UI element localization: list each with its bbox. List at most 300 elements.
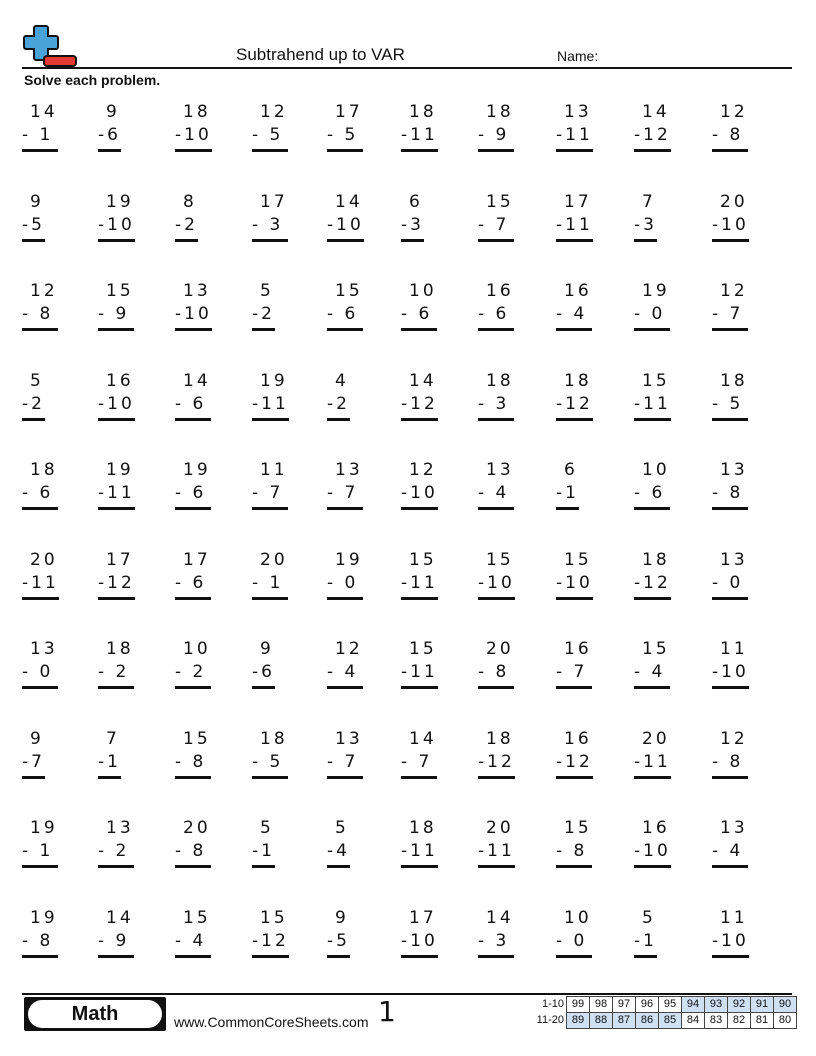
subtrahend: - 4 xyxy=(712,841,744,861)
score-cell: 91 xyxy=(751,997,774,1013)
page-number: 1 xyxy=(378,995,396,1028)
answer-line xyxy=(175,507,211,510)
answer-line xyxy=(712,597,748,600)
answer-line xyxy=(478,149,514,152)
answer-line xyxy=(634,597,671,600)
subtrahend: - 8 xyxy=(712,751,744,772)
subtrahend: - 2 xyxy=(175,662,207,682)
minuend: 19 xyxy=(30,907,58,928)
subtrahend: - 4 xyxy=(478,483,510,503)
subtrahend: -11 xyxy=(634,751,671,772)
subtrahend: - 8 xyxy=(556,841,588,861)
subtrahend: - 6 xyxy=(22,483,54,503)
subtrahend: - 7 xyxy=(252,483,284,503)
subtrahend: -10 xyxy=(712,662,749,682)
subtraction-problem xyxy=(98,370,135,421)
answer-line xyxy=(98,955,134,958)
subtraction-problem xyxy=(401,459,438,510)
minuend: 18 xyxy=(720,370,748,391)
worksheet-title: Subtrahend up to VAR xyxy=(236,45,405,64)
subtrahend: - 6 xyxy=(401,304,433,324)
subtrahend: -11 xyxy=(401,572,438,593)
answer-line xyxy=(327,507,363,510)
subtraction-problem xyxy=(634,728,671,779)
score-cell: 98 xyxy=(590,997,613,1013)
subtrahend: -10 xyxy=(175,304,212,324)
subtraction-problem xyxy=(478,549,515,600)
answer-line xyxy=(22,865,58,868)
minuend: 5 xyxy=(260,818,274,838)
subtrahend: - 7 xyxy=(401,751,433,772)
minuend: 18 xyxy=(106,639,134,659)
minuend: 15 xyxy=(183,907,211,928)
subtrahend: -10 xyxy=(634,841,671,861)
subtrahend: - 9 xyxy=(98,930,130,951)
subtrahend: -12 xyxy=(252,930,289,951)
subtraction-problem xyxy=(98,101,121,152)
subtraction-problem xyxy=(252,101,288,152)
minuend: 15 xyxy=(409,549,437,570)
subtrahend: - 8 xyxy=(712,125,744,145)
subtrahend: - 8 xyxy=(712,483,744,503)
subtrahend: -10 xyxy=(327,214,364,235)
subtrahend: -5 xyxy=(22,214,45,235)
answer-line xyxy=(175,686,211,689)
subtraction-problem xyxy=(175,459,211,510)
minuend: 13 xyxy=(720,549,748,570)
subtraction-problem xyxy=(327,101,363,152)
minuend: 14 xyxy=(335,191,363,212)
answer-line xyxy=(252,955,289,958)
subtraction-problem xyxy=(98,907,134,958)
answer-line xyxy=(98,149,121,152)
answer-line xyxy=(175,776,211,779)
minuend: 20 xyxy=(260,549,288,570)
answer-line xyxy=(327,686,363,689)
subtrahend: - 7 xyxy=(478,214,510,235)
subtraction-problem xyxy=(252,817,275,868)
answer-line xyxy=(401,239,424,242)
answer-line xyxy=(634,776,671,779)
subtrahend: -6 xyxy=(252,662,275,682)
answer-line xyxy=(252,597,288,600)
answer-line xyxy=(175,955,211,958)
answer-line xyxy=(327,328,363,331)
subtraction-problem xyxy=(252,370,289,421)
answer-line xyxy=(98,507,135,510)
minuend: 13 xyxy=(30,639,58,659)
minuend: 15 xyxy=(260,907,288,928)
answer-line xyxy=(556,328,592,331)
answer-line xyxy=(98,686,134,689)
subtrahend: -6 xyxy=(98,125,121,145)
answer-line xyxy=(634,507,670,510)
subtrahend: -1 xyxy=(252,841,275,861)
subtraction-problem xyxy=(634,907,657,958)
minuend: 6 xyxy=(409,191,423,212)
site-url: www.CommonCoreSheets.com xyxy=(174,1014,369,1030)
answer-line xyxy=(556,776,593,779)
subtraction-problem xyxy=(556,817,592,868)
answer-line xyxy=(556,149,593,152)
answer-line xyxy=(401,149,438,152)
subtraction-problem xyxy=(327,638,363,689)
subtrahend: -12 xyxy=(556,751,593,772)
subtraction-problem xyxy=(327,459,363,510)
answer-line xyxy=(98,418,135,421)
score-cell: 81 xyxy=(751,1013,774,1029)
answer-line xyxy=(478,955,514,958)
subtrahend: -11 xyxy=(252,393,289,414)
subtraction-problem xyxy=(252,191,288,242)
minuend: 18 xyxy=(486,728,514,749)
minuend: 11 xyxy=(720,907,748,928)
subtrahend: - 6 xyxy=(327,304,359,324)
header-divider xyxy=(22,67,792,69)
subtrahend: -12 xyxy=(556,393,593,414)
subtrahend: -12 xyxy=(98,572,135,593)
subtrahend: - 1 xyxy=(252,572,284,593)
answer-line xyxy=(98,328,134,331)
subtrahend: - 8 xyxy=(175,751,207,772)
subtrahend: - 0 xyxy=(712,572,744,593)
subtraction-problem xyxy=(556,370,593,421)
subtraction-problem xyxy=(401,907,438,958)
subtrahend: -10 xyxy=(401,483,438,503)
subtrahend: -11 xyxy=(22,572,59,593)
subtrahend: -2 xyxy=(327,393,350,414)
problem-row xyxy=(22,811,802,901)
answer-line xyxy=(252,149,288,152)
answer-line xyxy=(712,149,748,152)
minuend: 14 xyxy=(409,728,437,749)
subtrahend: -12 xyxy=(478,751,515,772)
minuend: 18 xyxy=(486,102,514,122)
subtraction-problem xyxy=(712,549,748,600)
subtrahend: -10 xyxy=(712,930,749,951)
subtraction-problem xyxy=(401,101,438,152)
minuend: 14 xyxy=(486,907,514,928)
subtraction-problem xyxy=(401,191,424,242)
answer-line xyxy=(175,239,198,242)
answer-line xyxy=(634,865,671,868)
subtrahend: -3 xyxy=(634,214,657,235)
answer-line xyxy=(327,865,350,868)
answer-line xyxy=(252,776,288,779)
minuend: 9 xyxy=(335,907,349,928)
subtraction-problem xyxy=(252,907,289,958)
subtrahend: -12 xyxy=(634,125,671,145)
subtraction-problem xyxy=(556,191,593,242)
minuend: 10 xyxy=(183,639,211,659)
subtrahend: -10 xyxy=(712,214,749,235)
subtrahend: - 0 xyxy=(556,930,588,951)
answer-line xyxy=(712,507,748,510)
answer-line xyxy=(22,686,58,689)
minuend: 5 xyxy=(260,281,274,301)
minuend: 10 xyxy=(642,460,670,480)
minuend: 20 xyxy=(720,191,748,212)
subtrahend: -11 xyxy=(98,483,135,503)
problem-row xyxy=(22,453,802,543)
minuend: 18 xyxy=(183,102,211,122)
subtrahend: - 6 xyxy=(175,572,207,593)
subtrahend: -1 xyxy=(98,751,121,772)
subtraction-problem xyxy=(634,817,671,868)
answer-line xyxy=(22,328,58,331)
minuend: 10 xyxy=(409,281,437,301)
minuend: 14 xyxy=(642,102,670,122)
subtrahend: - 3 xyxy=(478,393,510,414)
subtraction-problem xyxy=(327,728,363,779)
answer-line xyxy=(401,686,438,689)
answer-line xyxy=(175,328,212,331)
minuend: 15 xyxy=(486,549,514,570)
subtraction-problem xyxy=(327,907,350,958)
subtraction-problem xyxy=(22,728,45,779)
subtrahend: -2 xyxy=(175,214,198,235)
answer-line xyxy=(401,865,438,868)
score-cell: 87 xyxy=(613,1013,636,1029)
subtrahend: -10 xyxy=(556,572,593,593)
minuend: 14 xyxy=(409,370,437,391)
score-row xyxy=(528,1013,797,1029)
subtraction-problem xyxy=(98,280,134,331)
subtraction-problem xyxy=(712,817,748,868)
subtraction-problem xyxy=(22,817,58,868)
subtraction-problem xyxy=(98,817,134,868)
answer-line xyxy=(712,686,749,689)
subtrahend: - 4 xyxy=(327,662,359,682)
minuend: 12 xyxy=(335,639,363,659)
answer-line xyxy=(98,776,121,779)
subtrahend: - 8 xyxy=(478,662,510,682)
answer-line xyxy=(22,776,45,779)
subtraction-problem xyxy=(478,191,514,242)
minuend: 12 xyxy=(720,728,748,749)
answer-line xyxy=(401,597,438,600)
problem-row xyxy=(22,722,802,812)
subtrahend: -11 xyxy=(401,125,438,145)
subtraction-problem xyxy=(98,728,121,779)
subtraction-problem xyxy=(634,549,671,600)
score-cell: 93 xyxy=(705,997,728,1013)
answer-line xyxy=(175,149,212,152)
answer-line xyxy=(22,507,58,510)
answer-line xyxy=(556,955,592,958)
minuend: 20 xyxy=(183,818,211,838)
score-cell: 97 xyxy=(613,997,636,1013)
subtraction-problem xyxy=(634,370,671,421)
score-row xyxy=(528,997,797,1013)
footer-divider xyxy=(22,993,792,995)
minuend: 19 xyxy=(642,281,670,301)
minuend: 17 xyxy=(260,191,288,212)
subtraction-problem xyxy=(252,638,275,689)
score-cell: 96 xyxy=(636,997,659,1013)
minuend: 9 xyxy=(30,728,44,749)
answer-line xyxy=(252,865,275,868)
score-cell: 80 xyxy=(774,1013,797,1029)
problem-row xyxy=(22,901,802,991)
minuend: 12 xyxy=(720,281,748,301)
subtraction-problem xyxy=(401,549,438,600)
minuend: 20 xyxy=(486,639,514,659)
minuend: 13 xyxy=(183,281,211,301)
subtrahend: - 5 xyxy=(252,751,284,772)
answer-line xyxy=(22,597,59,600)
answer-line xyxy=(556,865,592,868)
minuend: 17 xyxy=(564,191,592,212)
answer-line xyxy=(252,686,275,689)
subtraction-problem xyxy=(401,728,437,779)
subtrahend: -11 xyxy=(401,841,438,861)
subtrahend: - 0 xyxy=(22,662,54,682)
subtraction-problem xyxy=(478,101,514,152)
minuend: 15 xyxy=(486,191,514,212)
score-cell: 90 xyxy=(774,997,797,1013)
subtraction-problem xyxy=(478,817,515,868)
minuend: 18 xyxy=(409,102,437,122)
answer-line xyxy=(478,328,514,331)
answer-line xyxy=(22,418,45,421)
answer-line xyxy=(175,597,211,600)
answer-line xyxy=(327,418,350,421)
instructions: Solve each problem. xyxy=(24,72,161,88)
answer-line xyxy=(401,776,437,779)
subtraction-problem xyxy=(556,907,592,958)
subtraction-problem xyxy=(478,280,514,331)
minuend: 19 xyxy=(260,370,288,391)
minuend: 14 xyxy=(183,370,211,391)
subtrahend: - 7 xyxy=(327,483,359,503)
subtrahend: - 5 xyxy=(252,125,284,145)
subtrahend: - 9 xyxy=(478,125,510,145)
minuend: 12 xyxy=(720,102,748,122)
minuend: 18 xyxy=(486,370,514,391)
minuend: 19 xyxy=(30,818,58,838)
plus-minus-icon xyxy=(22,22,80,70)
answer-line xyxy=(327,955,350,958)
subtrahend: - 9 xyxy=(98,304,130,324)
answer-line xyxy=(712,955,749,958)
subtrahend: - 0 xyxy=(634,304,666,324)
problem-row xyxy=(22,632,802,722)
answer-line xyxy=(634,239,657,242)
subtraction-problem xyxy=(556,549,593,600)
answer-line xyxy=(478,418,514,421)
subtrahend: -11 xyxy=(556,125,593,145)
subtrahend: - 2 xyxy=(98,841,130,861)
answer-line xyxy=(22,955,58,958)
subtrahend: - 7 xyxy=(556,662,588,682)
brand-badge xyxy=(24,997,166,1031)
score-table xyxy=(528,996,797,1029)
subtrahend: - 7 xyxy=(712,304,744,324)
answer-line xyxy=(327,239,364,242)
subtrahend: - 6 xyxy=(175,393,207,414)
subtraction-problem xyxy=(712,907,749,958)
problem-row xyxy=(22,543,802,633)
answer-line xyxy=(556,239,593,242)
minuend: 19 xyxy=(106,460,134,480)
minuend: 19 xyxy=(183,460,211,480)
subtraction-problem xyxy=(22,459,58,510)
subtraction-problem xyxy=(175,817,211,868)
subtraction-problem xyxy=(175,101,212,152)
subtraction-problem xyxy=(556,101,593,152)
subtrahend: - 5 xyxy=(327,125,359,145)
minuend: 18 xyxy=(409,818,437,838)
subtraction-problem xyxy=(327,280,363,331)
subtrahend: - 4 xyxy=(175,930,207,951)
minuend: 18 xyxy=(642,549,670,570)
subtrahend: -11 xyxy=(634,393,671,414)
subtraction-problem xyxy=(22,549,59,600)
subtraction-problem xyxy=(252,280,275,331)
subtrahend: - 3 xyxy=(478,930,510,951)
subtrahend: -12 xyxy=(401,393,438,414)
subtrahend: -1 xyxy=(634,930,657,951)
score-cell: 82 xyxy=(728,1013,751,1029)
answer-line xyxy=(98,865,134,868)
answer-line xyxy=(327,149,363,152)
subtraction-problem xyxy=(556,280,592,331)
answer-line xyxy=(252,507,288,510)
subtrahend: - 8 xyxy=(22,930,54,951)
answer-line xyxy=(22,239,45,242)
answer-line xyxy=(22,149,58,152)
score-cell: 86 xyxy=(636,1013,659,1029)
minuend: 18 xyxy=(260,728,288,749)
answer-line xyxy=(556,597,593,600)
subtrahend: -5 xyxy=(327,930,350,951)
minuend: 13 xyxy=(335,728,363,749)
problem-row xyxy=(22,364,802,454)
minuend: 12 xyxy=(260,102,288,122)
minuend: 15 xyxy=(642,639,670,659)
subtrahend: -2 xyxy=(22,393,45,414)
subtrahend: - 8 xyxy=(22,304,54,324)
subtraction-problem xyxy=(22,370,45,421)
score-cell: 89 xyxy=(567,1013,590,1029)
answer-line xyxy=(556,686,592,689)
minuend: 13 xyxy=(486,460,514,480)
answer-line xyxy=(712,239,749,242)
subtrahend: - 1 xyxy=(22,125,54,145)
answer-line xyxy=(712,328,748,331)
subtraction-problem xyxy=(478,370,514,421)
answer-line xyxy=(634,955,657,958)
answer-line xyxy=(478,507,514,510)
answer-line xyxy=(175,418,211,421)
subtraction-problem xyxy=(175,907,211,958)
answer-line xyxy=(478,686,514,689)
subtraction-problem xyxy=(712,280,748,331)
answer-line xyxy=(634,686,670,689)
answer-line xyxy=(175,865,211,868)
subtraction-problem xyxy=(712,370,748,421)
answer-line xyxy=(401,955,438,958)
minuend: 4 xyxy=(335,370,349,391)
answer-line xyxy=(401,507,438,510)
minuend: 16 xyxy=(486,281,514,301)
subtrahend: - 1 xyxy=(22,841,54,861)
minuend: 14 xyxy=(106,907,134,928)
minuend: 20 xyxy=(30,549,58,570)
subtraction-problem xyxy=(712,728,748,779)
minuend: 13 xyxy=(720,818,748,838)
